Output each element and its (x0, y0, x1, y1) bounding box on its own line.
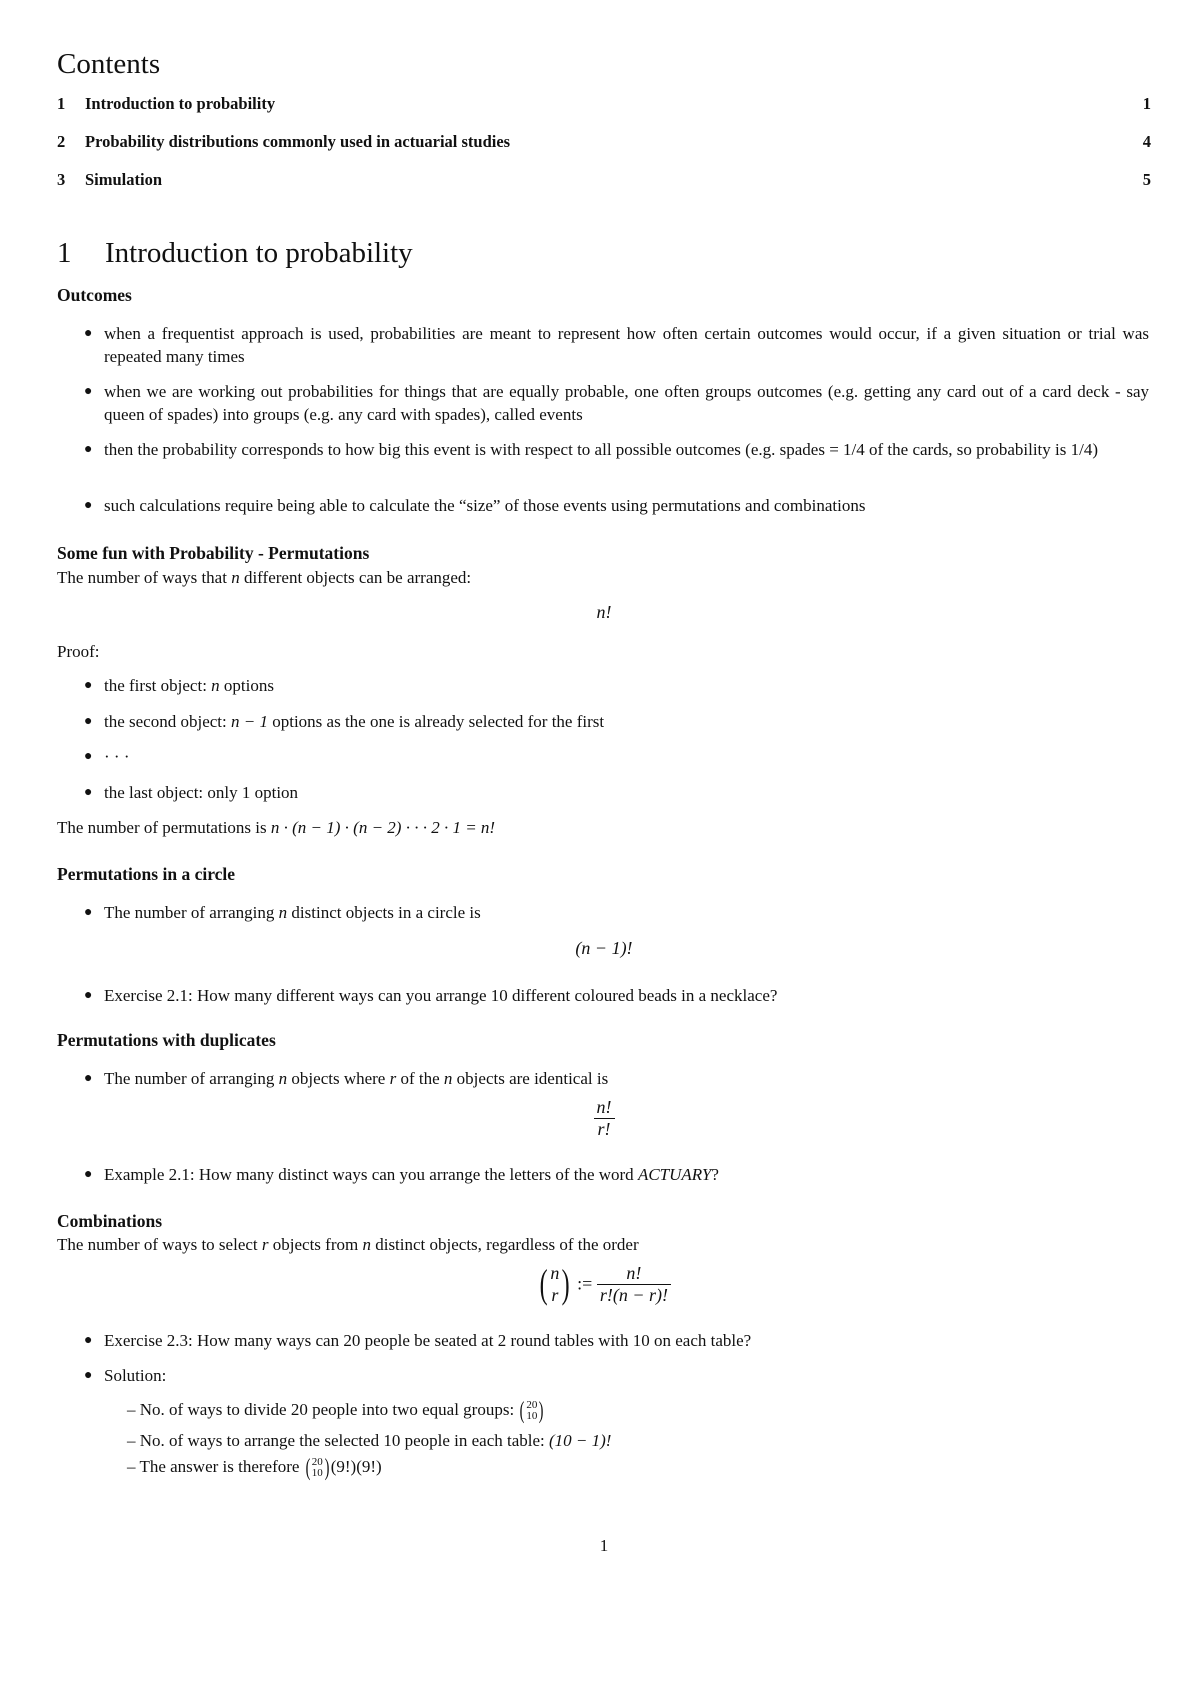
bullet-icon: ● (84, 1333, 93, 1348)
circle-formula: (n − 1)! (575, 938, 633, 958)
bullet-icon: ● (84, 749, 93, 764)
bullet-icon: ● (84, 714, 93, 729)
bullet-icon: ● (84, 326, 93, 341)
toc-entry-page: 5 (1142, 170, 1151, 189)
list-item-text: then the probability corresponds to how big this event is with respect to all possible outcomes (e.g. spades = 1/4 of the cards, so probability is 1/4) (104, 440, 1098, 459)
factorial-formula: n! (596, 602, 612, 622)
toc-entry-number: 3 (57, 170, 66, 189)
page-number: 1 (599, 1536, 609, 1555)
bullet-icon: ● (84, 1167, 93, 1182)
binomial: ( 20 10 ) (520, 1398, 544, 1425)
dash-icon: – (127, 1400, 136, 1419)
list-item-text: The number of arranging n distinct objects in a circle is (104, 903, 481, 922)
proof-label: Proof: (57, 642, 100, 661)
permutations-intro: The number of ways that n different objects can be arranged: (57, 568, 472, 587)
bullet-icon: ● (84, 442, 93, 457)
bullet-icon: ● (84, 498, 93, 513)
sub-list-item: – No. of ways to divide 20 people into two equal groups: ( 20 10 ) (127, 1398, 544, 1425)
section-title (57, 237, 413, 270)
fraction: $\frac{n!}{r!}$ (594, 1097, 615, 1140)
toc-entry-label: Introduction to probability (85, 94, 276, 113)
list-item-text: The number of arranging n objects where r of the n objects are identical is (104, 1069, 609, 1088)
duplicates-formula (57, 1097, 1151, 1140)
document-page (57, 0, 1151, 1696)
bullet-icon: ● (84, 1368, 93, 1383)
binomial: ( n r ) (539, 1261, 571, 1306)
sub-list-item: – The answer is therefore ( 20 10 ) (9!)(9!) (127, 1455, 382, 1482)
duplicates-heading: Permutations with duplicates (57, 1030, 276, 1050)
list-item-text: when a frequentist approach is used, probabilities are meant to represent how often certain outcomes would occur, if a given situation or trial was repeated many times (104, 324, 1149, 366)
list-item-text: Exercise 2.3: How many ways can 20 people be seated at 2 round tables with 10 on each table? (104, 1331, 752, 1350)
section-title-text: Introduction to probability (105, 237, 413, 269)
list-item-text: such calculations require being able to calculate the “size” of those events using permutations and combinations (104, 496, 866, 515)
list-item-text: when we are working out probabilities for things that are equally probable, one often groups outcomes (e.g. getting any card out of a card deck - say queen of spades) into groups (e.g. any card with spades), called events (104, 382, 1149, 424)
list-item-text: Solution: (104, 1366, 167, 1385)
toc-entry-label: Simulation (85, 170, 163, 189)
combination-formula: ( n r ) := $\frac{n!}{r!(n - r)!}$ (57, 1262, 1151, 1306)
outcomes-heading: Outcomes (57, 285, 132, 305)
bullet-icon: ● (84, 785, 93, 800)
bullet-icon: ● (84, 905, 93, 920)
bullet-icon: ● (84, 678, 93, 693)
permutations-heading: Some fun with Probability - Permutations (57, 543, 370, 563)
bullet-icon: ● (84, 1071, 93, 1086)
list-item-text: the last object: only 1 option (104, 783, 299, 802)
list-item-text: · · · (104, 747, 130, 766)
dash-icon: – (127, 1431, 136, 1450)
section-number: 1 (57, 237, 72, 269)
toc-title: Contents (57, 48, 161, 80)
list-item-text: Example 2.1: How many distinct ways can you arrange the letters of the word ACTUARY? (104, 1165, 719, 1184)
combinations-intro: The number of ways to select r objects from n distinct objects, regardless of the order (57, 1235, 639, 1254)
list-item-text: Exercise 2.1: How many different ways can you arrange 10 different coloured beads in a necklace? (104, 986, 778, 1005)
permutations-conclusion: The number of permutations is n · (n − 1) · (n − 2) · · · 2 · 1 = n! (57, 818, 496, 837)
toc-entry-page: 4 (1142, 132, 1151, 151)
binomial: ( 20 10 ) (305, 1455, 330, 1482)
fraction: $\frac{n!}{r!(n - r)!}$ (597, 1263, 671, 1306)
bullet-icon: ● (84, 988, 93, 1003)
list-item-text: the second object: n − 1 options as the one is already selected for the first (104, 712, 605, 731)
circle-heading: Permutations in a circle (57, 864, 236, 884)
toc-entry-label: Probability distributions commonly used in actuarial studies (85, 132, 511, 151)
sub-list-item: – No. of ways to arrange the selected 10 people in each table: (10 − 1)! (127, 1431, 612, 1450)
toc-entry-page: 1 (1142, 94, 1151, 113)
combinations-heading: Combinations (57, 1211, 163, 1231)
toc-entry-number: 1 (57, 94, 66, 113)
list-item-text: the first object: n options (104, 676, 274, 695)
bullet-icon: ● (84, 384, 93, 399)
dash-icon: – (127, 1457, 136, 1476)
toc-entry-number: 2 (57, 132, 66, 151)
